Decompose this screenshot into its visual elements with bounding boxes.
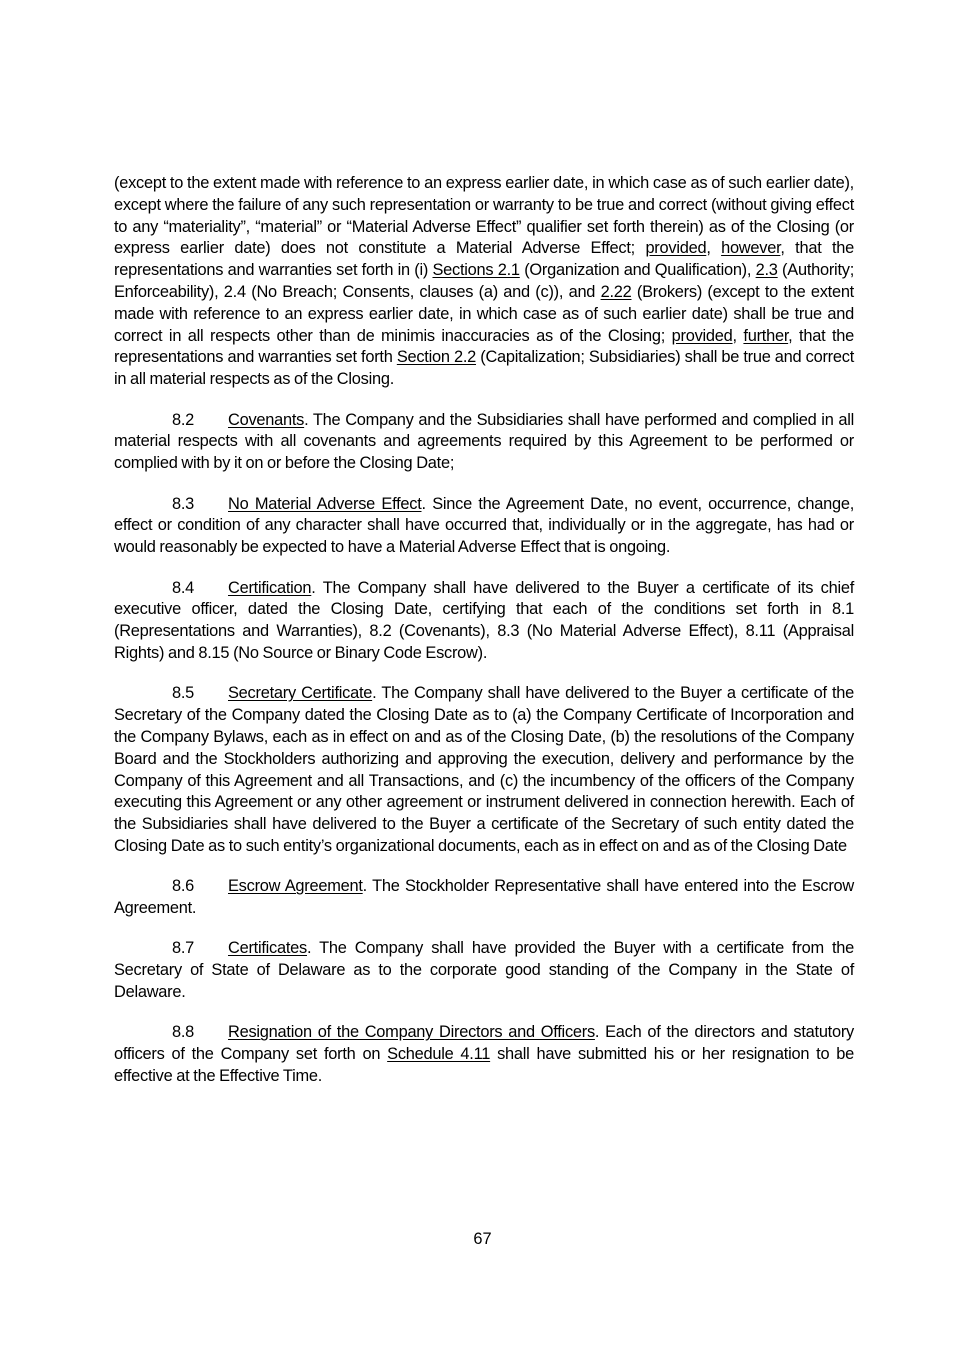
section-8-7 [114, 938, 854, 1003]
term-however: however [721, 239, 781, 258]
section-text: . The Stockholder Representative shall have entered into the Escrow Agreement. [114, 877, 854, 918]
section-heading: Escrow Agreement [228, 877, 363, 896]
section-8-8: 8.8 Resignation of the Company Directors and Officers. Each of the directors and statutory officers of the Company set forth on Schedule 4.11 shall have submitted his or her resignation to be effective at the Effective Time. [114, 1023, 855, 1086]
section-number: 8.7 [172, 939, 195, 958]
section-number: 8.2 [172, 410, 195, 429]
section-8-6 [114, 876, 854, 920]
section-8-5 [114, 683, 854, 857]
ref-schedule-4-11: Schedule 4.11 [387, 1045, 491, 1064]
section-text: . The Company shall have delivered to the Buyer a certificate of its chief executive officer, dated the Closing Date, certifying that each of the conditions set forth in 8.1 (Representations and Warranties), 8.2 (Covenants), 8.3 (No Material Adverse Effect), 8.11 (Appraisal Rights) and 8.15 (No Source or Binary Code Escrow). [114, 578, 854, 662]
section-text: . Since the Agreement Date, no event, occurrence, change, effect or condition of any character shall have occurred that, individually or in the aggregate, has had or would reasonably be expected to have a Material Adverse Effect that is ongoing. [114, 494, 854, 557]
section-text: . The Company shall have delivered to the Buyer a certificate of the Secretary of the Company dated the Closing Date as to (a) the Company Certificate of Incorporation and the Company Bylaws, each as in effect on and as of the Closing Date, (b) the resolutions of the Company Board and the Stockholders authorizing and approving the execution, delivery and performance by the Company of this Agreement and all Transactions, and (c) the incumbency of the officers of the Company executing this Agreement or any other agreement or instrument delivered in connection herewith. Each of the Subsidiaries shall have delivered to the Buyer a certificate of the Secretary of such entity dated the Closing Date as to such entity’s organizational documents, each as in effect on and as of the Closing Date [114, 684, 855, 855]
term-provided-2: provided [671, 326, 733, 345]
section-number: 8.6 [172, 877, 195, 896]
section-heading: Secretary Certificate [228, 684, 373, 703]
section-8-3 [114, 494, 854, 559]
ref-section-2-2: Section 2.2 [396, 348, 477, 367]
term-further: further [743, 326, 789, 345]
section-number: 8.4 [172, 578, 195, 597]
section-8-4 [114, 578, 854, 665]
section-8-2 [114, 410, 854, 475]
ref-sections-2-1: Sections 2.1 [432, 261, 520, 280]
section-text: . The Company shall have provided the Buyer with a certificate from the Secretary of State of Delaware as to the corporate good standing of the Company in the State of Delaware. [114, 939, 854, 1002]
ref-2-22: 2.22 [600, 282, 632, 301]
ref-2-3: 2.3 [755, 261, 778, 280]
section-number: 8.3 [172, 494, 195, 513]
section-number: 8.5 [172, 684, 195, 703]
section-heading: Certificates [228, 939, 307, 958]
section-heading: Certification [228, 578, 312, 597]
section-heading: No Material Adverse Effect [228, 494, 422, 513]
page-number: 67 [473, 1230, 492, 1248]
document-body [114, 173, 854, 1106]
section-heading: Resignation of the Company Directors and Officers [228, 1023, 595, 1042]
term-provided: provided [645, 239, 707, 258]
section-heading: Covenants [228, 410, 305, 429]
section-text: . The Company and the Subsidiaries shall have performed and complied in all material respects with all covenants and agreements required by this Agreement to be performed or complied with by it on or before the Closing Date; [114, 410, 854, 473]
intro-paragraph: (except to the extent made with reference to an express earlier date, in which case as of such earlier date), except where the failure of any such representation or warranty to be true and correct (without giving effect to any “materiality”, “material” or “Material Adverse Effect” qualifier set forth therein) as of the Closing (or express earlier date) does not constitute a Material Adverse Effect; provided, however, that the representations and warranties set forth in (i) Sections 2.1 (Organization and Qualification), 2.3 (Authority; Enforceability), 2.4 (No Breach; Consents, clauses (a) and (c)), and 2.22 (Brokers) (except to the extent made with reference to an express earlier date, in which case as of such earlier date) shall be true and correct in all respects other than de minimis inaccuracies as of the Closing; provided, further, that the representations and warranties set forth Section 2.2 (Capitalization; Subsidiaries) shall be true and correct in all material respects as of the Closing. [114, 174, 855, 389]
section-number: 8.8 [172, 1023, 195, 1042]
